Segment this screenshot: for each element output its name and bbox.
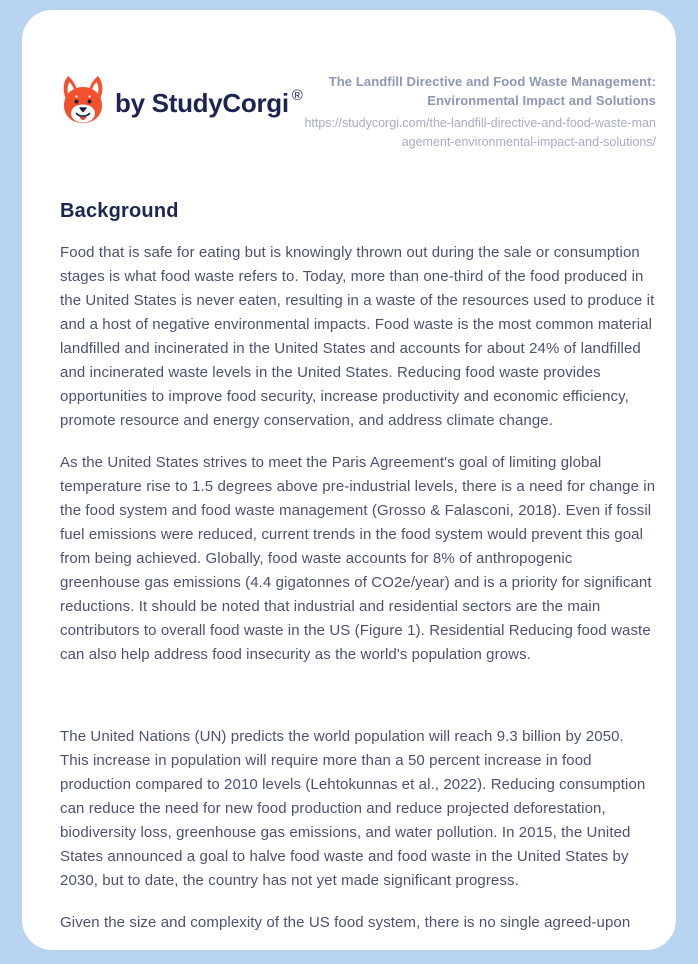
document-title: The Landfill Directive and Food Waste Management: Environmental Impact and Solutions <box>328 74 656 108</box>
document-header <box>60 66 656 152</box>
registered-trademark-mark: ® <box>291 86 303 104</box>
brand <box>60 66 303 132</box>
document-url-link[interactable]: https://studycorgi.com/the-landfill-directive-and-food-waste-management-environmental-impact-and-solutions/ <box>304 116 656 149</box>
document-card <box>22 10 676 950</box>
document-meta <box>303 66 656 152</box>
corgi-logo-icon <box>60 74 106 132</box>
paragraph-3: The United Nations (UN) predicts the world population will reach 9.3 billion by 2050. This increase in population will require more than a 50 percent increase in food production compared to 2010 levels (Lehtokunnas et al., 2022). Reducing consumption can reduce the need for new food production and reduce projected deforestation, biodiversity loss, greenhouse gas emissions, and water pollution. In 2015, the United States announced a goal to halve food waste and food waste in the United States by 2030, but to date, the country has not yet made significant progress. <box>60 728 646 889</box>
paragraph-4: Given the size and complexity of the US food system, there is no single agreed-upon <box>60 914 631 931</box>
brand-wordmark: by StudyCorgi <box>115 87 289 118</box>
paragraph-1: Food that is safe for eating but is knowingly thrown out during the sale or consumption stages is what food waste refers to. Today, more than one-third of the food produced in the United States is never eaten, resulting in a waste of the resources used to produce it and a host of negative environmental impacts. Food waste is the most common material landfilled and incinerated in the United States and accounts for about 24% of landfilled and incinerated waste levels in the United States. Reducing food waste provides opportunities to improve food security, increase productivity and economic efficiency, promote resource and energy conservation, and address climate change. <box>60 244 655 429</box>
paragraph-2: As the United States strives to meet the Paris Agreement's goal of limiting global temperature rise to 1.5 degrees above pre-industrial levels, there is a need for change in the food system and food waste management (Grosso & Falasconi, 2018). Even if fossil fuel emissions were reduced, current trends in the food system would prevent this goal from being achieved. Globally, food waste accounts for 8% of anthropogenic greenhouse gas emissions (4.4 gigatonnes of CO2e/year) and is a priority for significant reductions. It should be noted that industrial and residential sectors are the main contributors to overall food waste in the US (Figure 1). Residential Reducing food waste can also help address food insecurity as the world's population grows. <box>60 454 656 663</box>
section-heading: Background <box>60 200 179 222</box>
